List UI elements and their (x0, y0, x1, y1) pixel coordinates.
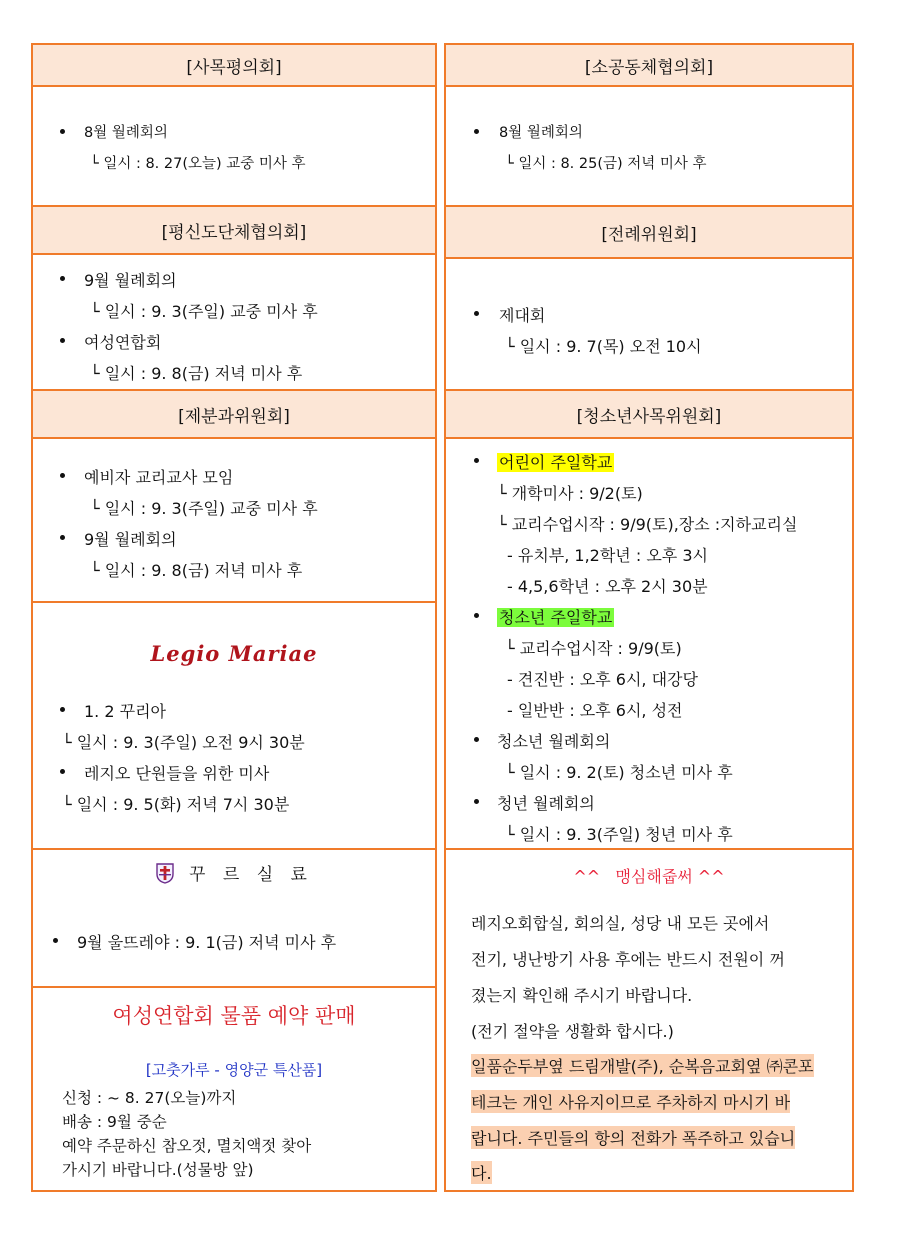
bullet-dot (474, 311, 479, 316)
notice-title: ^^ 맹심해줍써 ^^ (573, 867, 725, 886)
children-school-label: 어린이 주일학교 (499, 453, 613, 472)
pyeongsin-item-2-sub: └ 일시 : 9. 8(금) 저녁 미사 후 (90, 364, 303, 383)
women-title: 여성연합회 물품 예약 판매 (112, 1004, 356, 1028)
cursillo-crest-icon (155, 862, 175, 884)
bullet-dot (60, 535, 65, 540)
sogong-section (444, 43, 854, 207)
cs-line-4: - 4,5,6학년 : 오후 2시 30분 (507, 577, 708, 596)
jebun-item-1: 예비자 교리교사 모임 (84, 468, 234, 487)
young-meeting-sub: └ 일시 : 9. 3(주일) 청년 미사 후 (505, 825, 733, 844)
ys-line-2: - 견진반 : 오후 6시, 대강당 (507, 670, 698, 689)
jeollye-title: [전례위원회] (446, 207, 852, 259)
notice-highlight-3: 랍니다. 주민들의 항의 전화가 폭주하고 있습니 (471, 1126, 795, 1149)
cs-line-3: - 유치부, 1,2학년 : 오후 3시 (507, 546, 708, 565)
bullet-dot (474, 129, 479, 134)
youth-meeting: 청소년 월례회의 (497, 732, 611, 751)
notice-line-4: (전기 절약을 생활화 합시다.) (471, 1022, 674, 1041)
bullet-dot (474, 613, 479, 618)
notice-highlight-1: 일품순두부옆 드림개발(주), 순복음교회옆 ㈜콘포 (471, 1054, 814, 1077)
cursillo-section (31, 848, 437, 988)
bullet-dot (474, 458, 479, 463)
legio-section (31, 601, 437, 850)
legio-item-1: 1. 2 꾸리아 (84, 702, 166, 721)
samok-section (31, 43, 437, 207)
notice-line-2: 전기, 냉난방기 사용 후에는 반드시 전원이 꺼 (471, 950, 785, 969)
sogong-item-1: 8월 월례회의 (499, 125, 583, 141)
sogong-item-1-sub: └ 일시 : 8. 25(금) 저녁 미사 후 (505, 156, 707, 172)
women-line-3: 예약 주문하신 참오젓, 멸치액젓 찾아 (62, 1137, 312, 1155)
legio-mariae-logo: Legio Mariae (150, 641, 318, 666)
samok-item-1-sub: └ 일시 : 8. 27(오늘) 교중 미사 후 (90, 156, 306, 172)
cursillo-title: 꾸 르 실 료 (189, 865, 313, 885)
cs-line-2: └ 교리수업시작 : 9/9(토),장소 :지하교리실 (497, 515, 798, 534)
young-meeting: 청년 월례회의 (497, 794, 595, 813)
jeollye-section (444, 205, 854, 391)
cs-line-1: └ 개학미사 : 9/2(토) (497, 484, 643, 503)
youth-section (444, 389, 854, 850)
samok-title: [사목평의회] (33, 45, 435, 87)
bullet-dot (474, 799, 479, 804)
women-line-2: 배송 : 9월 중순 (62, 1113, 167, 1131)
youth-meeting-sub: └ 일시 : 9. 2(토) 청소년 미사 후 (505, 763, 733, 782)
jebun-item-2-sub: └ 일시 : 9. 8(금) 저녁 미사 후 (90, 561, 303, 580)
bullet-dot (60, 707, 65, 712)
notice-highlight-2: 테크는 개인 사유지이므로 주차하지 마시기 바 (471, 1090, 790, 1113)
youth-title: [청소년사목위원회] (446, 391, 852, 439)
cursillo-header (33, 860, 435, 885)
jebun-item-1-sub: └ 일시 : 9. 3(주일) 교중 미사 후 (90, 499, 318, 518)
sogong-title: [소공동체협의회] (446, 45, 852, 87)
bullet-dot (60, 276, 65, 281)
legio-item-2-sub: └ 일시 : 9. 5(화) 저녁 7시 30분 (62, 795, 290, 814)
bullet-dot (474, 737, 479, 742)
notice-line-1: 레지오회합실, 회의실, 성당 내 모든 곳에서 (471, 914, 770, 933)
ys-line-1: └ 교리수업시작 : 9/9(토) (505, 639, 682, 658)
jeollye-item-1-sub: └ 일시 : 9. 7(목) 오전 10시 (505, 337, 702, 356)
women-subtitle: [고춧가루 - 영양군 특산품] (145, 1061, 323, 1079)
women-line-1: 신청 : ~ 8. 27(오늘)까지 (62, 1089, 237, 1107)
ys-line-3: - 일반반 : 오후 6시, 성전 (507, 701, 683, 720)
bullet-dot (60, 129, 65, 134)
bullet-dot (60, 769, 65, 774)
pyeongsin-section (31, 205, 437, 391)
bullet-dot (53, 938, 58, 943)
jebun-section (31, 389, 437, 603)
samok-item-1: 8월 월례회의 (84, 125, 168, 141)
pyeongsin-item-2: 여성연합회 (84, 333, 162, 352)
jebun-title: [제분과위원회] (33, 391, 435, 439)
jebun-item-2: 9월 월례회의 (84, 530, 177, 549)
legio-item-1-sub: └ 일시 : 9. 3(주일) 오전 9시 30분 (62, 733, 305, 752)
pyeongsin-item-1-sub: └ 일시 : 9. 3(주일) 교중 미사 후 (90, 302, 318, 321)
women-section (31, 986, 437, 1192)
notice-line-3: 졌는지 확인해 주시기 바랍니다. (471, 986, 693, 1005)
notice-section (444, 848, 854, 1192)
pyeongsin-item-1: 9월 월례회의 (84, 271, 177, 290)
women-line-4: 가시기 바랍니다.(성물방 앞) (62, 1161, 254, 1179)
cursillo-item: 9월 울뜨레야 : 9. 1(금) 저녁 미사 후 (77, 933, 337, 952)
legio-item-2: 레지오 단원들을 위한 미사 (84, 764, 270, 783)
jeollye-item-1: 제대회 (499, 306, 546, 325)
notice-highlight-4: 다. (471, 1161, 492, 1184)
bullet-dot (60, 473, 65, 478)
bullet-dot (60, 338, 65, 343)
pyeongsin-title: [평신도단체협의회] (33, 207, 435, 255)
youth-school-label: 청소년 주일학교 (499, 608, 613, 627)
